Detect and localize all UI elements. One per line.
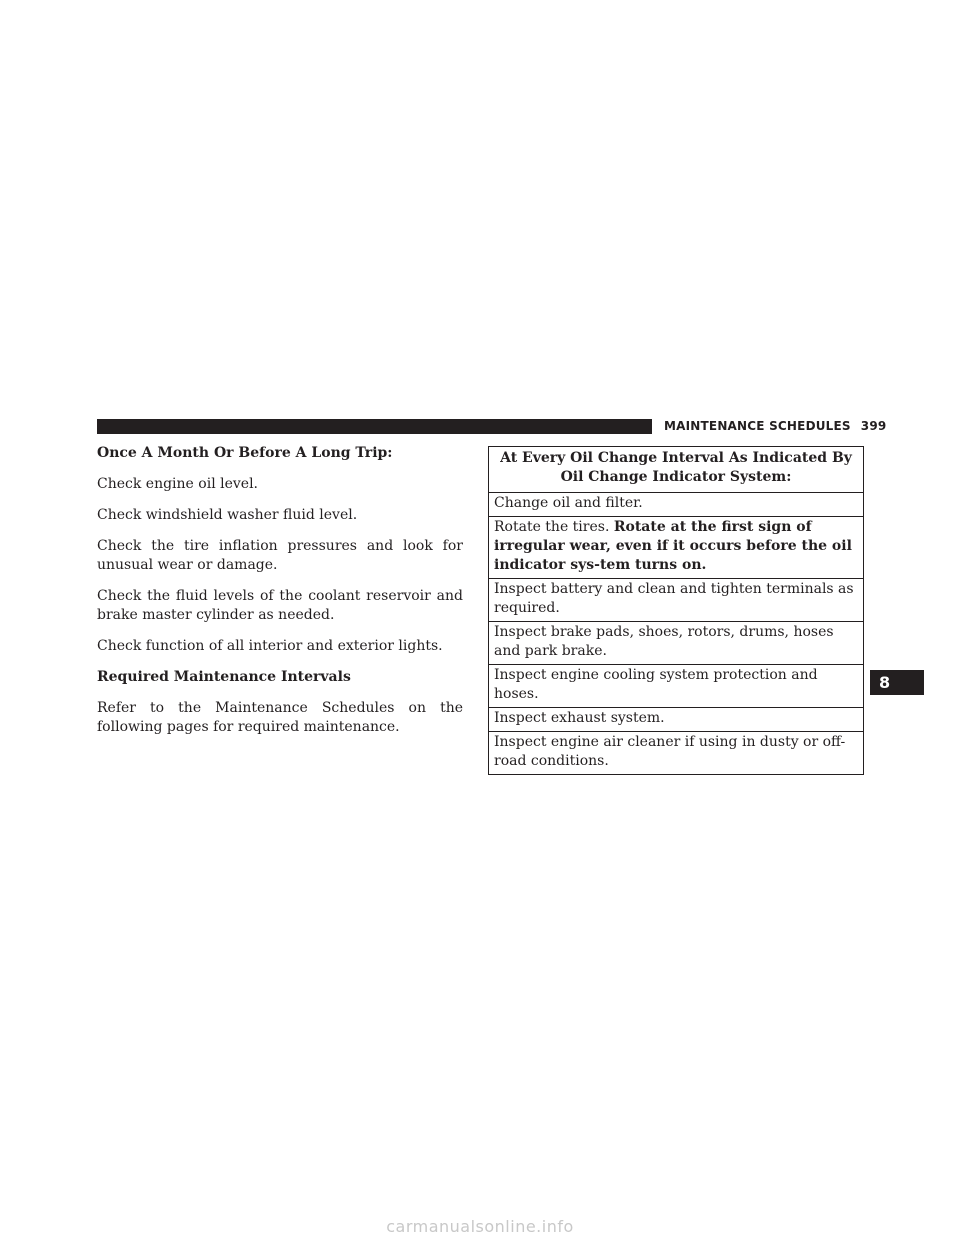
check-item: Check the fluid levels of the coolant reservoir and brake master cylinder as needed. [97, 588, 463, 623]
closing-paragraph: Refer to the Maintenance Schedules on the following pages for required maintenance. [97, 700, 463, 735]
table-row [489, 516, 863, 578]
row-emphasis: Rotate at the first sign of irregular wear, even if it occurs before the oil indicator sys-tem turns on. [494, 519, 852, 573]
check-item: Check function of all interior and exterior lights. [97, 638, 443, 654]
heading-required-intervals: Required Maintenance Intervals [97, 669, 351, 685]
table-row: Inspect engine air cleaner if using in dusty or off-road conditions. [489, 731, 863, 774]
running-header [664, 419, 886, 434]
left-column [97, 444, 463, 749]
table-row: Change oil and filter. [489, 492, 863, 516]
check-item: Check the tire inflation pressures and look for unusual wear or damage. [97, 538, 463, 573]
header-rule [97, 419, 652, 434]
row-text: Rotate the tires. [494, 519, 614, 535]
watermark: carmanualsonline.info [386, 1217, 574, 1236]
heading-monthly-checks: Once A Month Or Before A Long Trip: [97, 445, 393, 461]
table-row: Inspect battery and clean and tighten terminals as required. [489, 578, 863, 621]
page-number: 399 [860, 419, 887, 433]
table-row: Inspect brake pads, shoes, rotors, drums, hoses and park brake. [489, 621, 863, 664]
table-row: Inspect exhaust system. [489, 707, 863, 731]
table-row: Inspect engine cooling system protection and hoses. [489, 664, 863, 707]
oil-change-table [488, 446, 864, 775]
chapter-number: 8 [879, 673, 891, 692]
section-title: MAINTENANCE SCHEDULES [664, 419, 851, 433]
check-item: Check windshield washer fluid level. [97, 507, 358, 523]
chapter-tab [870, 670, 924, 695]
table-header: At Every Oil Change Interval As Indicated By Oil Change Indicator System: [500, 450, 852, 485]
check-item: Check engine oil level. [97, 476, 258, 492]
